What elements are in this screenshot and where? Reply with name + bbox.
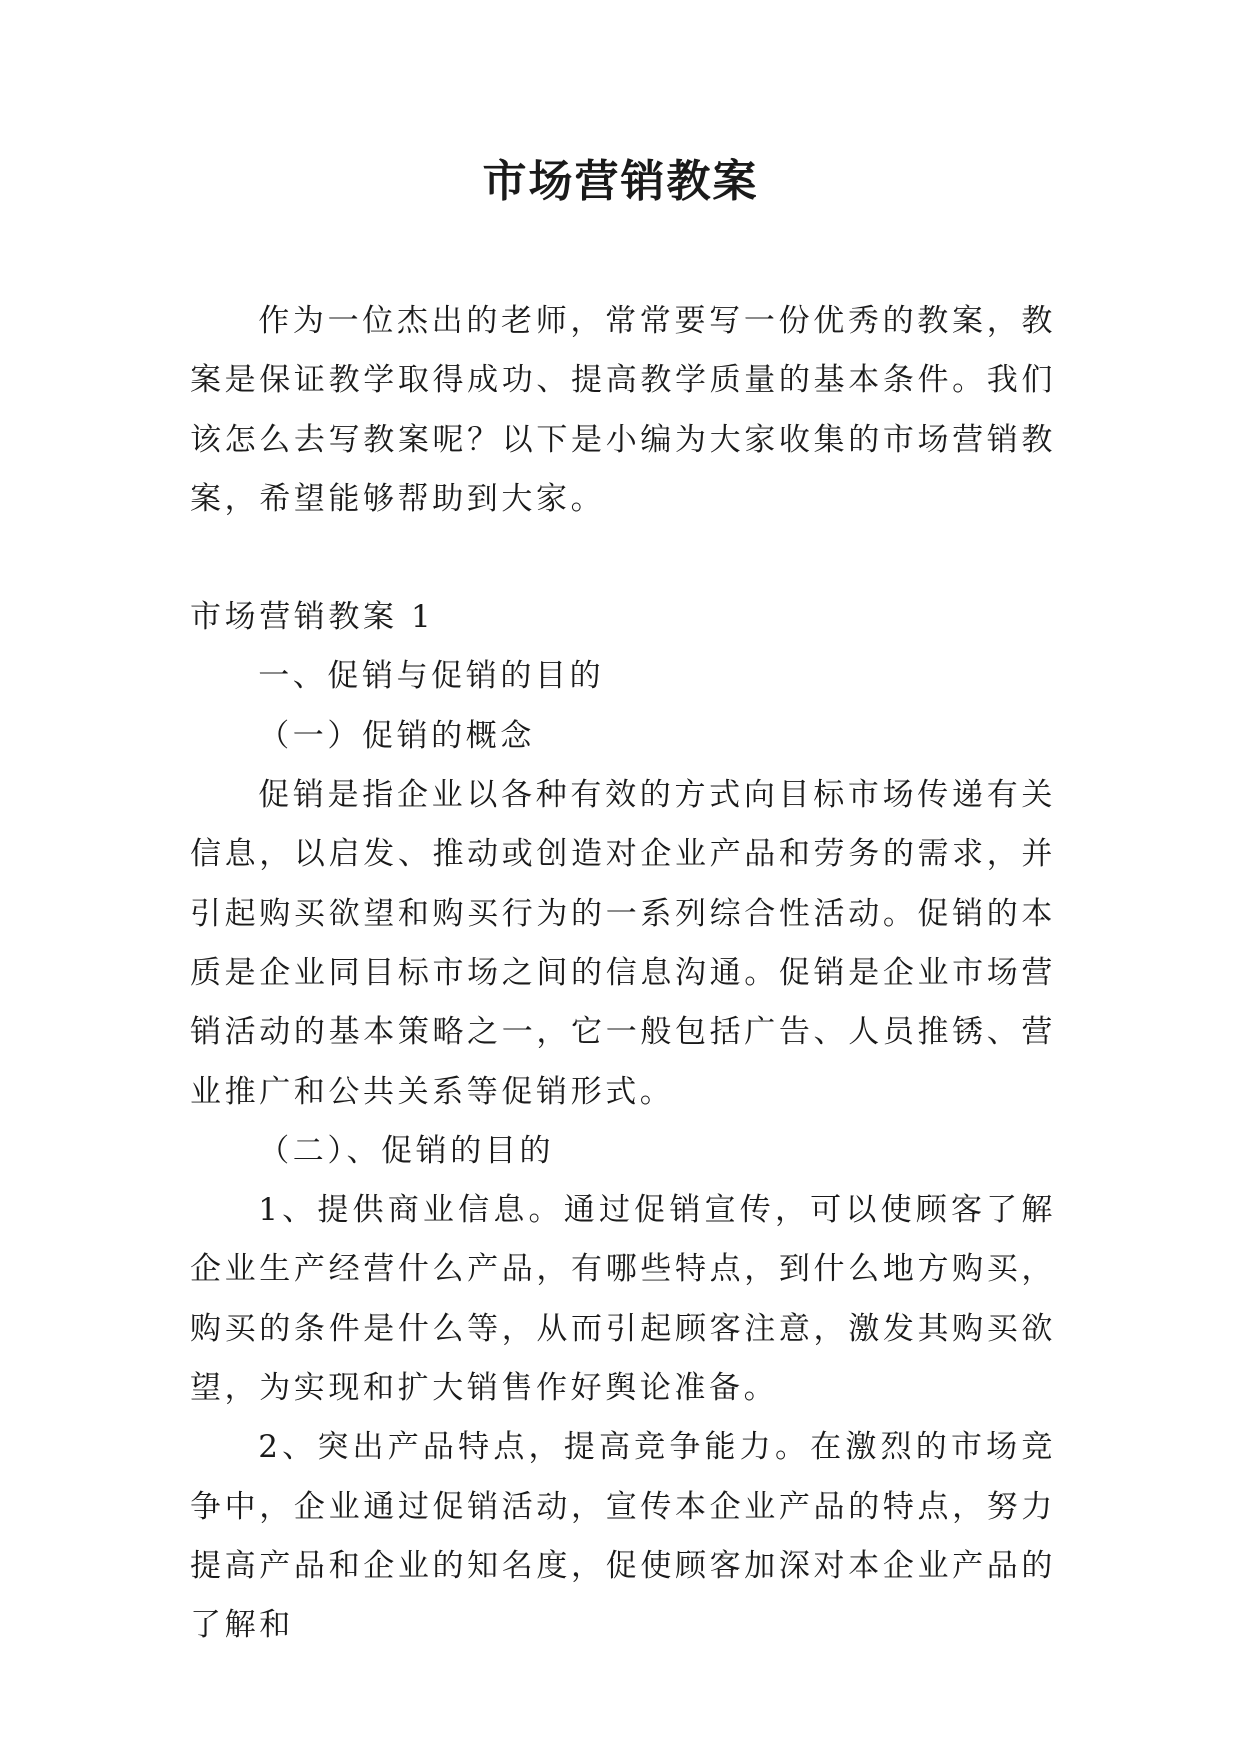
heading-promotion-purpose: （二）、促销的目的 bbox=[258, 1132, 555, 1169]
paragraph-gap bbox=[190, 529, 1056, 588]
concept-paragraph: 促销是指企业以各种有效的方式向目标市场传递有关信息，以启发、推动或创造对企业产品和劳务的需求，并引起购买欲望和购买行为的一系列综合性活动。促销的本质是企业同目标市场之间的信息沟通。促销是企业市场营销活动的基本策略之一，它一般包括广告、人员推锈、营业推广和公共关系等促销形式。 bbox=[190, 777, 1056, 1110]
purpose-point-1: 1、提供商业信息。通过促销宣传，可以使顾客了解企业生产经营什么产品，有哪些特点，到什么地方购买，购买的条件是什么等，从而引起顾客注意，激发其购买欲望，为实现和扩大销售作好舆论准备。 bbox=[190, 1192, 1056, 1407]
purpose-point-2: 2、突出产品特点，提高竞争能力。在激烈的市场竞争中，企业通过促销活动，宣传本企业产品的特点，努力提高产品和企业的知名度，促使顾客加深对本企业产品的了解和 bbox=[190, 1429, 1056, 1644]
heading-promotion: 一、促销与促销的目的 bbox=[258, 658, 605, 695]
document-title: 市场营销教案 bbox=[482, 156, 759, 207]
intro-paragraph: 作为一位杰出的老师，常常要写一份优秀的教案，教案是保证教学取得成功、提高教学质量的基本条件。我们该怎么去写教案呢？以下是小编为大家收集的市场营销教案，希望能够帮助到大家。 bbox=[190, 303, 1056, 517]
section-title: 市场营销教案 1 bbox=[190, 599, 435, 636]
document-body bbox=[190, 292, 1056, 1656]
heading-promotion-concept: （一）促销的概念 bbox=[258, 717, 535, 754]
